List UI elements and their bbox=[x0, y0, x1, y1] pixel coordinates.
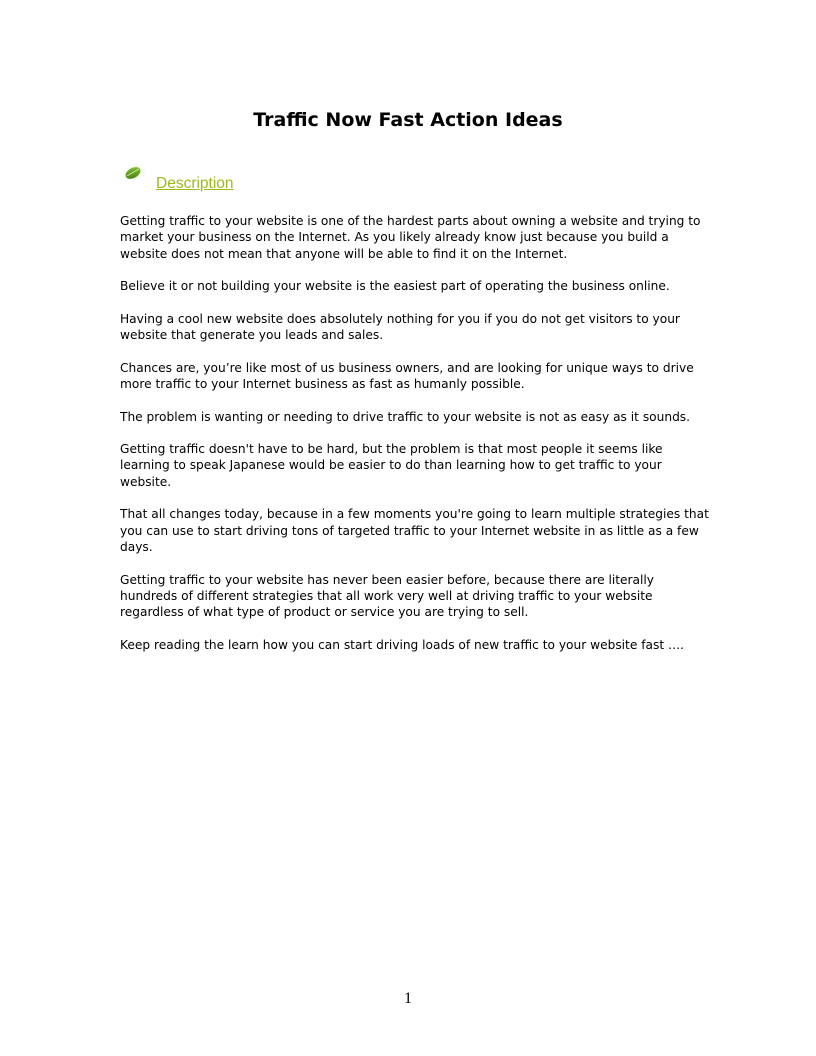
paragraph: Getting traffic to your website has never been easier before, because there are literally hundreds of different strategies that all work very well at driving traffic to your website regardless of what type of product or service you are trying to sell. bbox=[120, 572, 654, 620]
paragraph: Chances are, you’re like most of us business owners, and are looking for unique ways to drive more traffic to your Internet business as fast as humanly possible. bbox=[120, 360, 694, 391]
section-heading bbox=[120, 158, 420, 194]
paragraph: Getting traffic doesn't have to be hard, but the problem is that most people it seems like learning to speak Japanese would be easier to do than learning how to get traffic to your website. bbox=[120, 442, 663, 489]
paragraph: Believe it or not building your website is the easiest part of operating the business online. bbox=[120, 279, 670, 294]
paragraph: Keep reading the learn how you can start driving loads of new traffic to your website fast …. bbox=[120, 637, 685, 652]
paragraph: Having a cool new website does absolutely nothing for you if you do not get visitors to your website that generate you leads and sales. bbox=[120, 311, 680, 343]
paragraph: That all changes today, because in a few moments you're going to learn multiple strategies that you can use to start driving tons of targeted traffic to your Internet website in as little as a few days. bbox=[120, 507, 709, 554]
paragraph: Getting traffic to your website is one of the hardest parts about owning a website and trying to market your business on the Internet. As you likely already know just because you build a website does not mean that anyone will be able to find it on the Internet. bbox=[120, 214, 701, 261]
description-link[interactable]: Description bbox=[156, 175, 234, 192]
leaf-icon bbox=[120, 158, 150, 188]
body-text bbox=[120, 213, 710, 669]
page-title: Traffic Now Fast Action Ideas bbox=[253, 108, 563, 131]
page-number: 1 bbox=[404, 990, 412, 1007]
paragraph: The problem is wanting or needing to drive traffic to your website is not as easy as it sounds. bbox=[120, 409, 691, 424]
